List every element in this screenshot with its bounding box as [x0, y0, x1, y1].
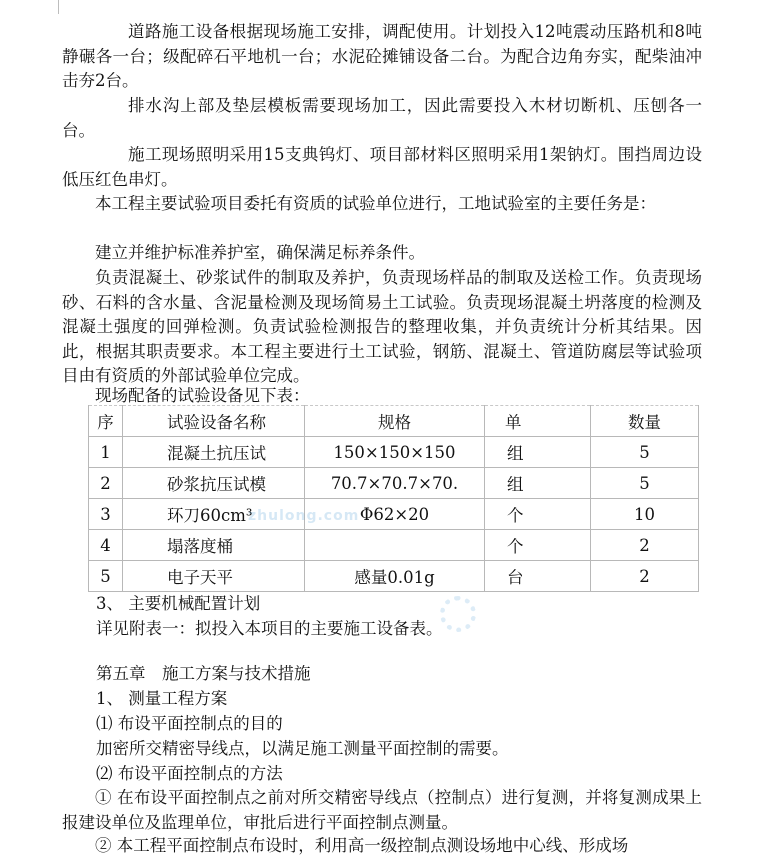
table-cell: 70.7×70.7×70.	[305, 468, 485, 499]
header-cell: 序	[89, 406, 123, 437]
table-row	[89, 530, 699, 561]
margin-marker	[58, 0, 59, 14]
table-cell: 2	[89, 468, 123, 499]
table-row	[89, 499, 699, 530]
header-cell: 单	[485, 406, 591, 437]
watermark-text: zhulong.com	[248, 508, 360, 524]
table-cell: 台	[485, 561, 591, 592]
table-row	[89, 561, 699, 592]
table-cell: 组	[485, 437, 591, 468]
table-cell: 5	[591, 437, 699, 468]
table-cell: 5	[89, 561, 123, 592]
section-heading-machinery: 3、 主要机械配置计划	[96, 594, 261, 613]
table-cell: 150×150×150	[305, 437, 485, 468]
paragraph-equipment: 道路施工设备根据现场施工安排，调配使用。计划投入12吨震动压路机和8吨静碾各一台；级配碎石平地机一台；水泥砼摊铺设备二台。为配合边角夯实，配柴油冲击夯2台。	[62, 22, 702, 91]
table-cell: 砂浆抗压试模	[123, 468, 305, 499]
paragraph-table-intro: 现场配备的试验设备见下表：	[95, 386, 310, 405]
section-heading-survey: 1、 测量工程方案	[96, 689, 228, 708]
watermark-logo-icon	[440, 596, 476, 632]
paragraph-method-1: ① 在布设平面控制点之前对所交精密导线点（控制点）进行复测，并将复测成果上报建设单位及监理单位，审批后进行平面控制点测量。	[62, 788, 702, 832]
table-cell: 个	[485, 530, 591, 561]
header-cell: 规格	[305, 406, 485, 437]
subheading-method: ⑵ 布设平面控制点的方法	[96, 764, 283, 783]
table-cell: Φ62×20	[305, 499, 485, 530]
paragraph-formwork: 排水沟上部及垫层模板需要现场加工，因此需要投入木材切断机、压刨各一台。	[62, 96, 702, 140]
table-cell: 10	[591, 499, 699, 530]
paragraph-lab-duties: 负责混凝土、砂浆试件的制取及养护，负责现场样品的制取及送检工作。负责现场砂、石料的含水量、含泥量检测及现场简易土工试验。负责现场混凝土坍落度的检测及混凝土强度的回弹检测。负责试验检测报告的整理收集，并负责统计分析其结果。因此，根据其职责要求。本工程主要进行土工试验，钢筋、混凝土、管道防腐层等试验项目由有资质的外部试验单位完成。	[62, 268, 702, 386]
table-cell: 感量0.01g	[305, 561, 485, 592]
table-cell: 电子天平	[123, 561, 305, 592]
subheading-purpose: ⑴ 布设平面控制点的目的	[96, 714, 283, 733]
table-cell: 3	[89, 499, 123, 530]
text-purpose: 加密所交精密导线点，以满足施工测量平面控制的需要。	[96, 739, 509, 758]
table-cell: 个	[485, 499, 591, 530]
table-cell: 2	[591, 561, 699, 592]
table-header-row	[89, 406, 699, 437]
table-cell: 塌落度桶	[123, 530, 305, 561]
table-cell	[305, 530, 485, 561]
header-cell: 数量	[591, 406, 699, 437]
chapter-heading: 第五章 施工方案与技术措施	[96, 664, 311, 683]
paragraph-lab-intro: 本工程主要试验项目委托有资质的试验单位进行，工地试验室的主要任务是：	[95, 194, 656, 213]
test-equipment-table	[88, 405, 699, 592]
table-cell: 4	[89, 530, 123, 561]
table-cell: 组	[485, 468, 591, 499]
paragraph-curing-room: 建立并维护标准养护室，确保满足标养条件。	[95, 243, 425, 262]
table-cell: 混凝土抗压试	[123, 437, 305, 468]
table-cell: 1	[89, 437, 123, 468]
table-cell: 2	[591, 530, 699, 561]
table-row	[89, 468, 699, 499]
table-row	[89, 437, 699, 468]
table-cell: 5	[591, 468, 699, 499]
table-cell: 环刀60cm³	[123, 499, 305, 530]
paragraph-lighting: 施工现场照明采用15支典钨灯、项目部材料区照明采用1架钠灯。围挡周边设低压红色串灯。	[62, 145, 702, 189]
paragraph-method-2: ② 本工程平面控制点布设时，利用高一级控制点测设场地中心线、形成场	[95, 836, 629, 855]
header-cell: 试验设备名称	[123, 406, 305, 437]
text-see-appendix: 详见附表一：拟投入本项目的主要施工设备表。	[96, 619, 443, 638]
